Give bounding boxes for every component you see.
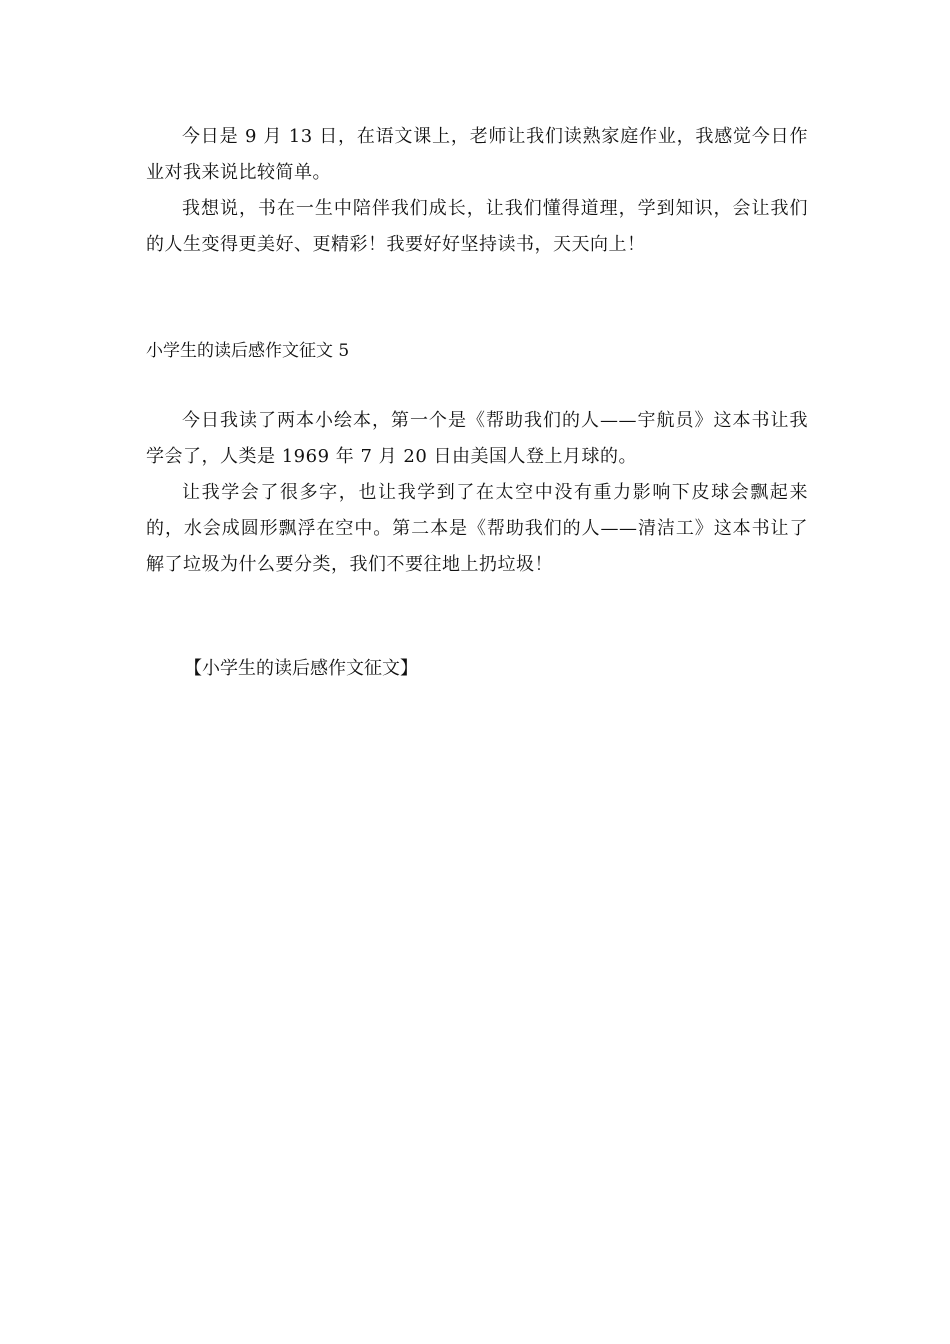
- section-title: 小学生的读后感作文征文 5: [146, 341, 350, 361]
- paragraph-homework: 今日是 9 月 13 日，在语文课上，老师让我们读熟家庭作业，我感觉今日作业对我来说比较简单。: [146, 126, 808, 183]
- article-footer-label: 【小学生的读后感作文征文】: [184, 658, 418, 679]
- paragraph-cleaner-book: 让我学会了很多字，也让我学到了在太空中没有重力影响下皮球会飘起来的，水会成圆形飘浮在空中。第二本是《帮助我们的人——清洁工》这本书让了解了垃圾为什么要分类，我们不要往地上扔垃圾！: [146, 482, 808, 575]
- paragraph-astronaut-book: 今日我读了两本小绘本，第一个是《帮助我们的人——宇航员》这本书让我学会了，人类是 1969 年 7 月 20 日由美国人登上月球的。: [146, 410, 808, 467]
- paragraph-reading-reflection: 我想说，书在一生中陪伴我们成长，让我们懂得道理，学到知识，会让我们的人生变得更美好、更精彩！我要好好坚持读书，天天向上！: [146, 198, 808, 255]
